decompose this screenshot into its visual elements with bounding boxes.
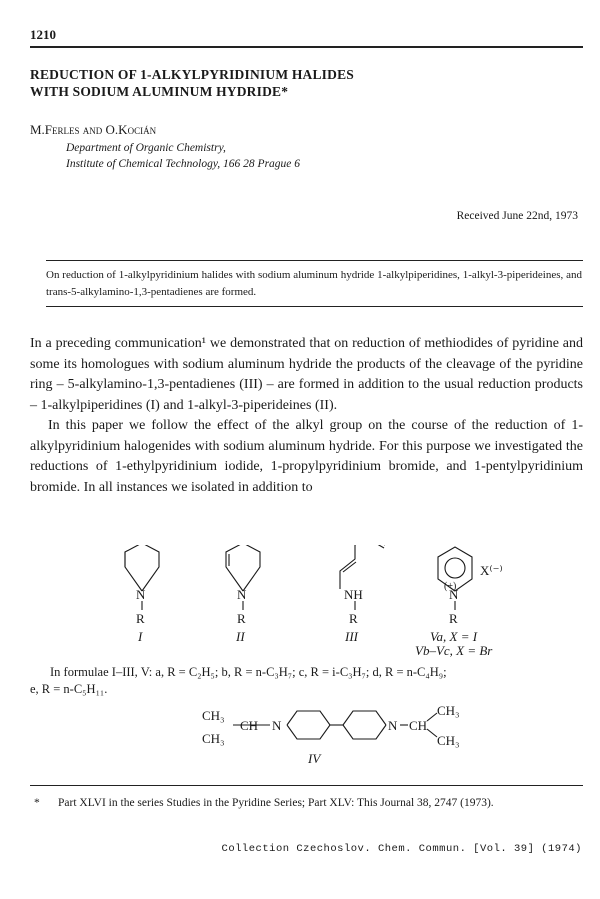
journal-footer: Collection Czechoslov. Chem. Commun. [Vol. 39] (1974) (221, 843, 582, 855)
structure-v-aromatic-circle (445, 558, 465, 578)
structure-ii-substituent: R (237, 611, 246, 626)
structure-ii-ring (226, 545, 260, 591)
title-line-1: REDUCTION OF 1-ALKYLPYRIDINIUM HALIDES (30, 67, 354, 82)
received-date: Received June 22nd, 1973 (456, 210, 578, 222)
page-number: 1210 (30, 27, 56, 42)
abstract-top-rule (46, 260, 583, 261)
structure-ii-atom: N (237, 587, 247, 602)
abstract-bottom-rule (46, 306, 583, 307)
title-line-2: WITH SODIUM ALUMINUM HYDRIDE* (30, 84, 289, 99)
structure-iii (344, 587, 363, 644)
structure-iv-ch-left: CH (240, 718, 259, 733)
structure-ii-label: II (236, 629, 245, 644)
header-rule (30, 46, 583, 48)
footnote (30, 795, 585, 812)
structure-iv-ring-right-top (343, 711, 386, 725)
structure-ii (235, 587, 247, 644)
footnote-rule (30, 785, 583, 786)
structure-iii-atom: NH (344, 587, 363, 602)
structure-iii-chain (340, 545, 385, 589)
structure-iv-label: IV (308, 751, 321, 766)
structure-iv-n-right: N (388, 718, 398, 733)
structure-v-substituent: R (449, 611, 458, 626)
structure-i-ring-right (142, 545, 159, 591)
structure-v-atom: N (449, 587, 459, 602)
footnote-text: Part XLVI in the series Studies in the Pyridine Series; Part XLV: This Journal 38, 2747 (1973). (58, 797, 494, 809)
structure-iii-double-bond-2 (372, 545, 384, 548)
affiliation-line-1: Department of Organic Chemistry, (66, 142, 226, 154)
structure-i-label: I (138, 629, 143, 644)
affiliation-line-2: Institute of Chemical Technology, 166 28 Prague 6 (66, 158, 301, 170)
structure-i-atom: N (136, 587, 146, 602)
structure-i (136, 587, 146, 644)
paragraph-2: In this paper we follow the effect of the alkyl group on the course of the reduction of 1-alkylpyridinium halogenides with sodium aluminum hydride. For this purpose we investigated the reductions of 1-ethylpyridinium iodide, 1-propylpyridinium bromide, and 1-pentylpyridinium bromide. In all instances we isolated in addition to (30, 418, 583, 495)
authors: M.Ferles and O.Kocián (30, 122, 157, 137)
structure-iv-n-left: N (272, 718, 282, 733)
structure-v-anion: X⁽⁻⁾ (480, 563, 503, 578)
structure-iv-ring-left (287, 711, 330, 739)
structure-v-label-b: Vb–Vc, X = Br (415, 643, 493, 658)
structure-iv-ch-right: CH (409, 718, 428, 733)
structure-iv-ch3-bond-bottom (427, 729, 437, 737)
formulae-line-2: e, R = n-C₅H₁₁. (30, 682, 108, 696)
structure-iii-substituent: R (349, 611, 358, 626)
structure-iv-ch3-top-left: CH₃ (202, 708, 225, 723)
structure-iv-ch3-top-right: CH₃ (437, 703, 460, 718)
footnote-mark: * (34, 797, 40, 809)
structure-v-label-a: Va, X = I (430, 629, 478, 644)
article-title (30, 66, 354, 100)
formulae-legend (30, 664, 586, 698)
structure-iv-ch3-bond-top (427, 713, 437, 721)
structure-v-charge: (+) (444, 581, 457, 592)
body-text (30, 334, 583, 498)
affiliation (66, 140, 300, 172)
paragraph-1: In a preceding communication¹ we demonstrated that on reduction of methiodides of pyridine and some its homologues with sodium aluminum hydride the products of the cleavage of the pyridine ring – 5-alkylamino-1,3-pentadienes (III) – are formed in addition to the usual reduction products – 1-alkylpiperidines (I) and 1-alkyl-3-piperideines (II). (30, 336, 583, 413)
abstract: On reduction of 1-alkylpyridinium halides with sodium aluminum hydride 1-alkylpiperidines, 1-alkyl-3-piperideines, and trans-5-alkylamino-1,3-pentadienes are formed. (46, 269, 582, 298)
structure-iv-ring-right-bottom (343, 725, 386, 739)
formulae-line-1: In formulae I–III, V: a, R = C₂H₅; b, R = n-C₃H₇; c, R = i-C₃H₇; d, R = n-C₄H₉; (50, 665, 447, 679)
structure-iv-ch3-bottom-right: CH₃ (437, 733, 460, 748)
structure-iv-ch3-bottom-left: CH₃ (202, 731, 225, 746)
structure-iii-label: III (345, 629, 358, 644)
structure-iv (202, 703, 460, 766)
structure-i-ring-left (125, 545, 142, 591)
structure-i-substituent: R (136, 611, 145, 626)
